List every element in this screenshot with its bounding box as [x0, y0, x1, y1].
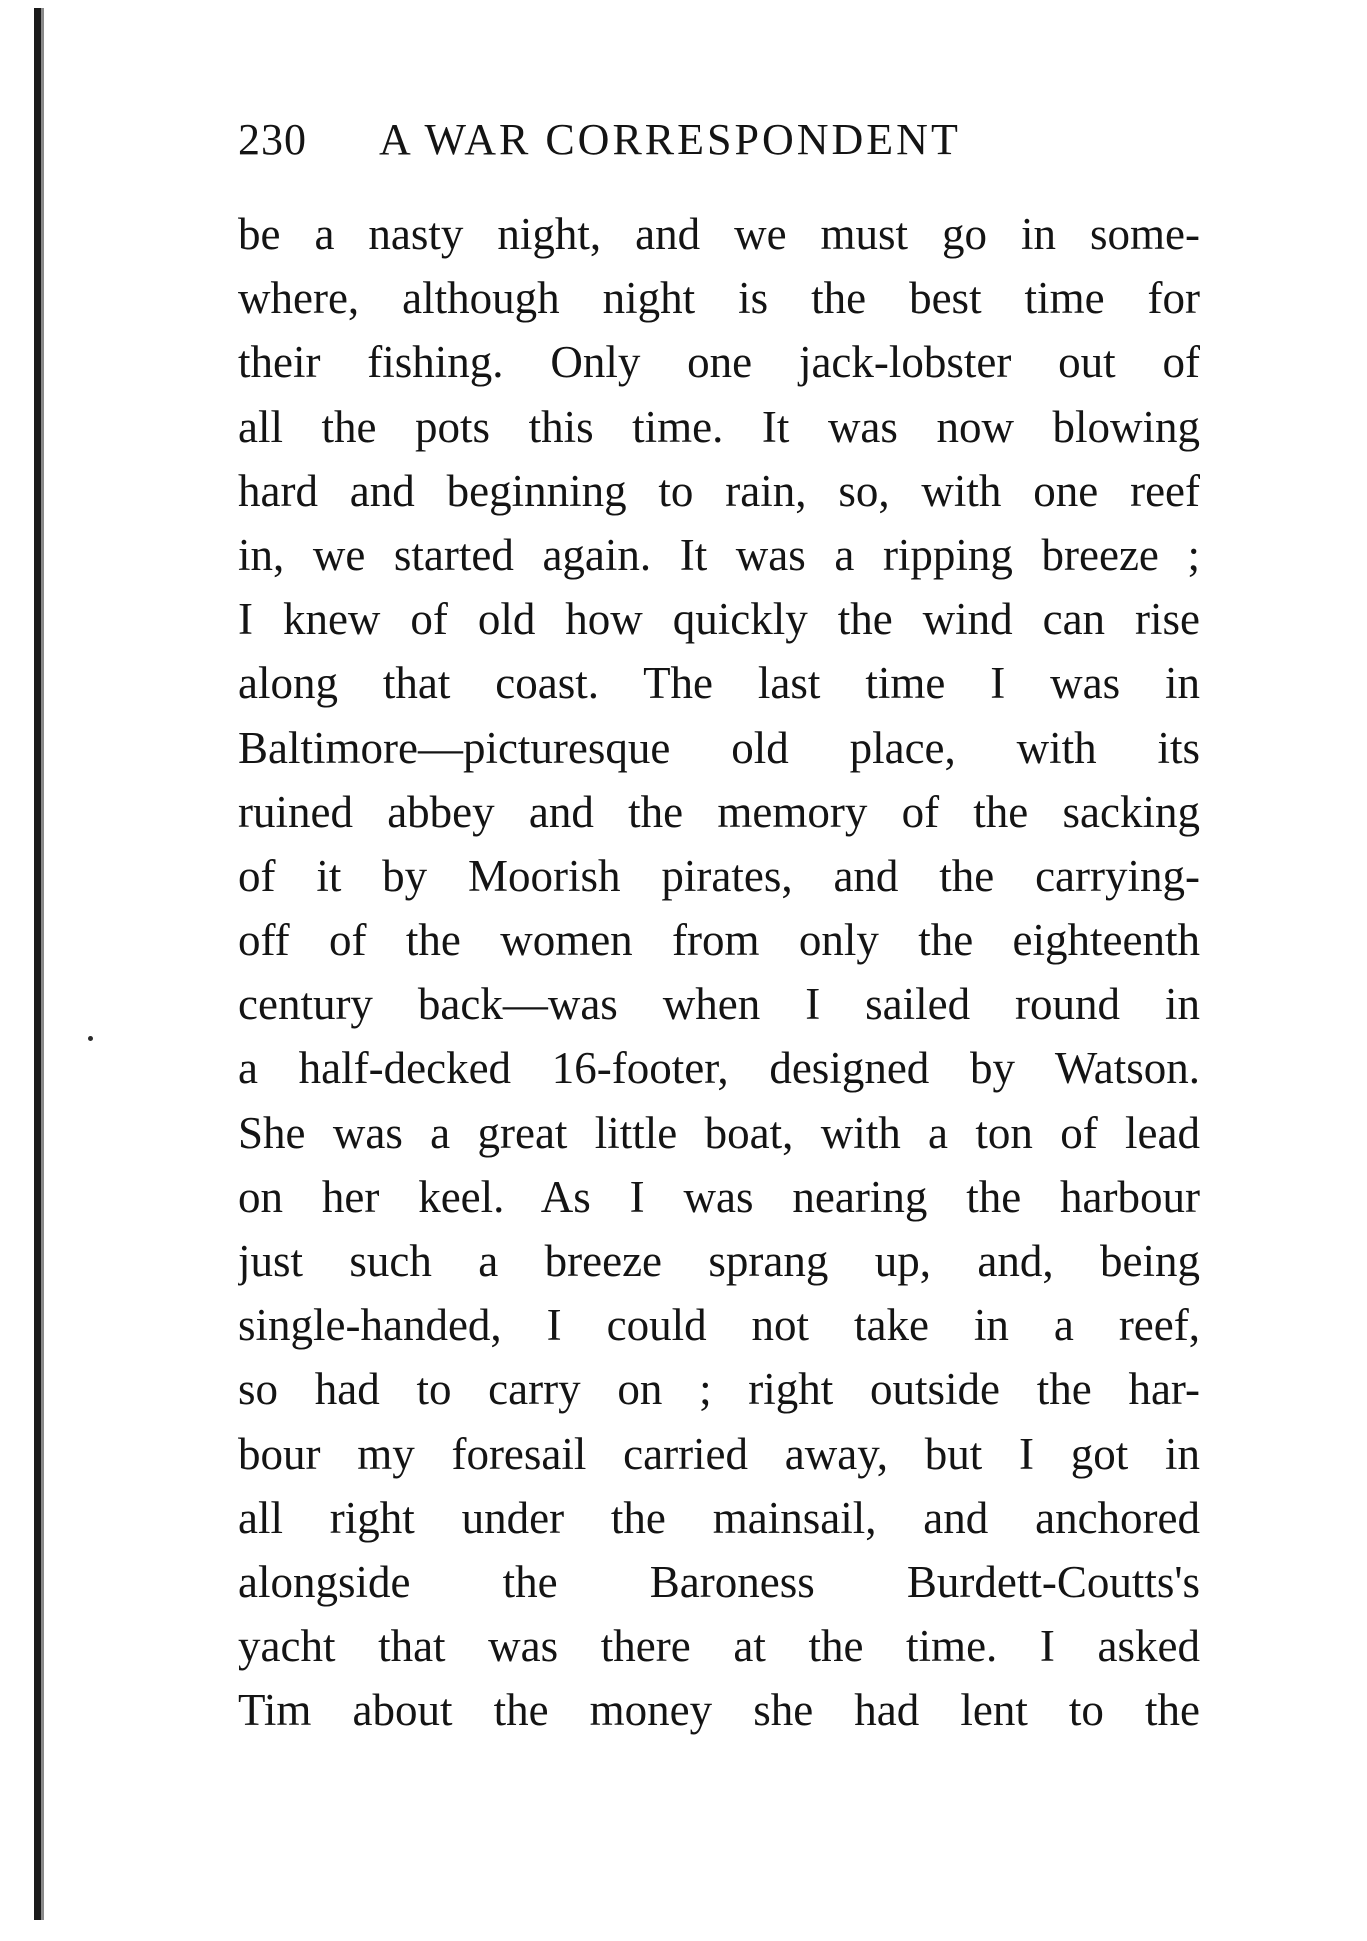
text-line: single-handed, I could not take in a reef,	[238, 1300, 1200, 1351]
text-line: yacht that was there at the time. I asked	[238, 1621, 1200, 1672]
page-binding-shadow	[41, 8, 44, 1920]
running-head	[238, 114, 1198, 174]
text-line: in, we started again. It was a ripping breeze ;	[238, 529, 1200, 580]
page-number: 230	[238, 115, 307, 164]
text-line: so had to carry on ; right outside the har-	[238, 1364, 1200, 1415]
margin-ink-speck	[88, 1036, 93, 1041]
text-line: ruined abbey and the memory of the sacking	[238, 786, 1200, 837]
running-title: A WAR CORRESPONDENT	[379, 115, 961, 164]
text-line: along that coast. The last time I was in	[238, 658, 1200, 709]
text-line: all the pots this time. It was now blowing	[238, 401, 1200, 452]
text-line: be a nasty night, and we must go in some-	[238, 209, 1200, 259]
text-line: off of the women from only the eighteenth	[238, 915, 1200, 966]
text-line: Baltimore—picturesque old place, with its	[238, 722, 1200, 773]
text-line: just such a breeze sprang up, and, being	[238, 1236, 1200, 1286]
text-line: Tim about the money she had lent to the	[238, 1685, 1200, 1736]
text-line: their fishing. Only one jack-lobster out of	[238, 337, 1200, 388]
text-line: She was a great little boat, with a ton of lead	[238, 1107, 1200, 1158]
text-line: on her keel. As I was nearing the harbour	[238, 1171, 1200, 1222]
text-line: bour my foresail carried away, but I got in	[238, 1428, 1200, 1479]
body-text	[238, 202, 1200, 1743]
text-line: a half-decked 16-footer, designed by Watson.	[238, 1043, 1200, 1094]
text-line: hard and beginning to rain, so, with one reef	[238, 465, 1200, 516]
text-line: of it by Moorish pirates, and the carrying-	[238, 850, 1200, 901]
text-line: alongside the Baroness Burdett-Coutts's	[238, 1556, 1200, 1607]
text-line: all right under the mainsail, and anchored	[238, 1492, 1200, 1543]
page-binding-edge	[34, 8, 41, 1920]
text-line: I knew of old how quickly the wind can rise	[238, 594, 1200, 645]
text-line: century back—was when I sailed round in	[238, 979, 1200, 1030]
text-line: where, although night is the best time for	[238, 273, 1200, 324]
